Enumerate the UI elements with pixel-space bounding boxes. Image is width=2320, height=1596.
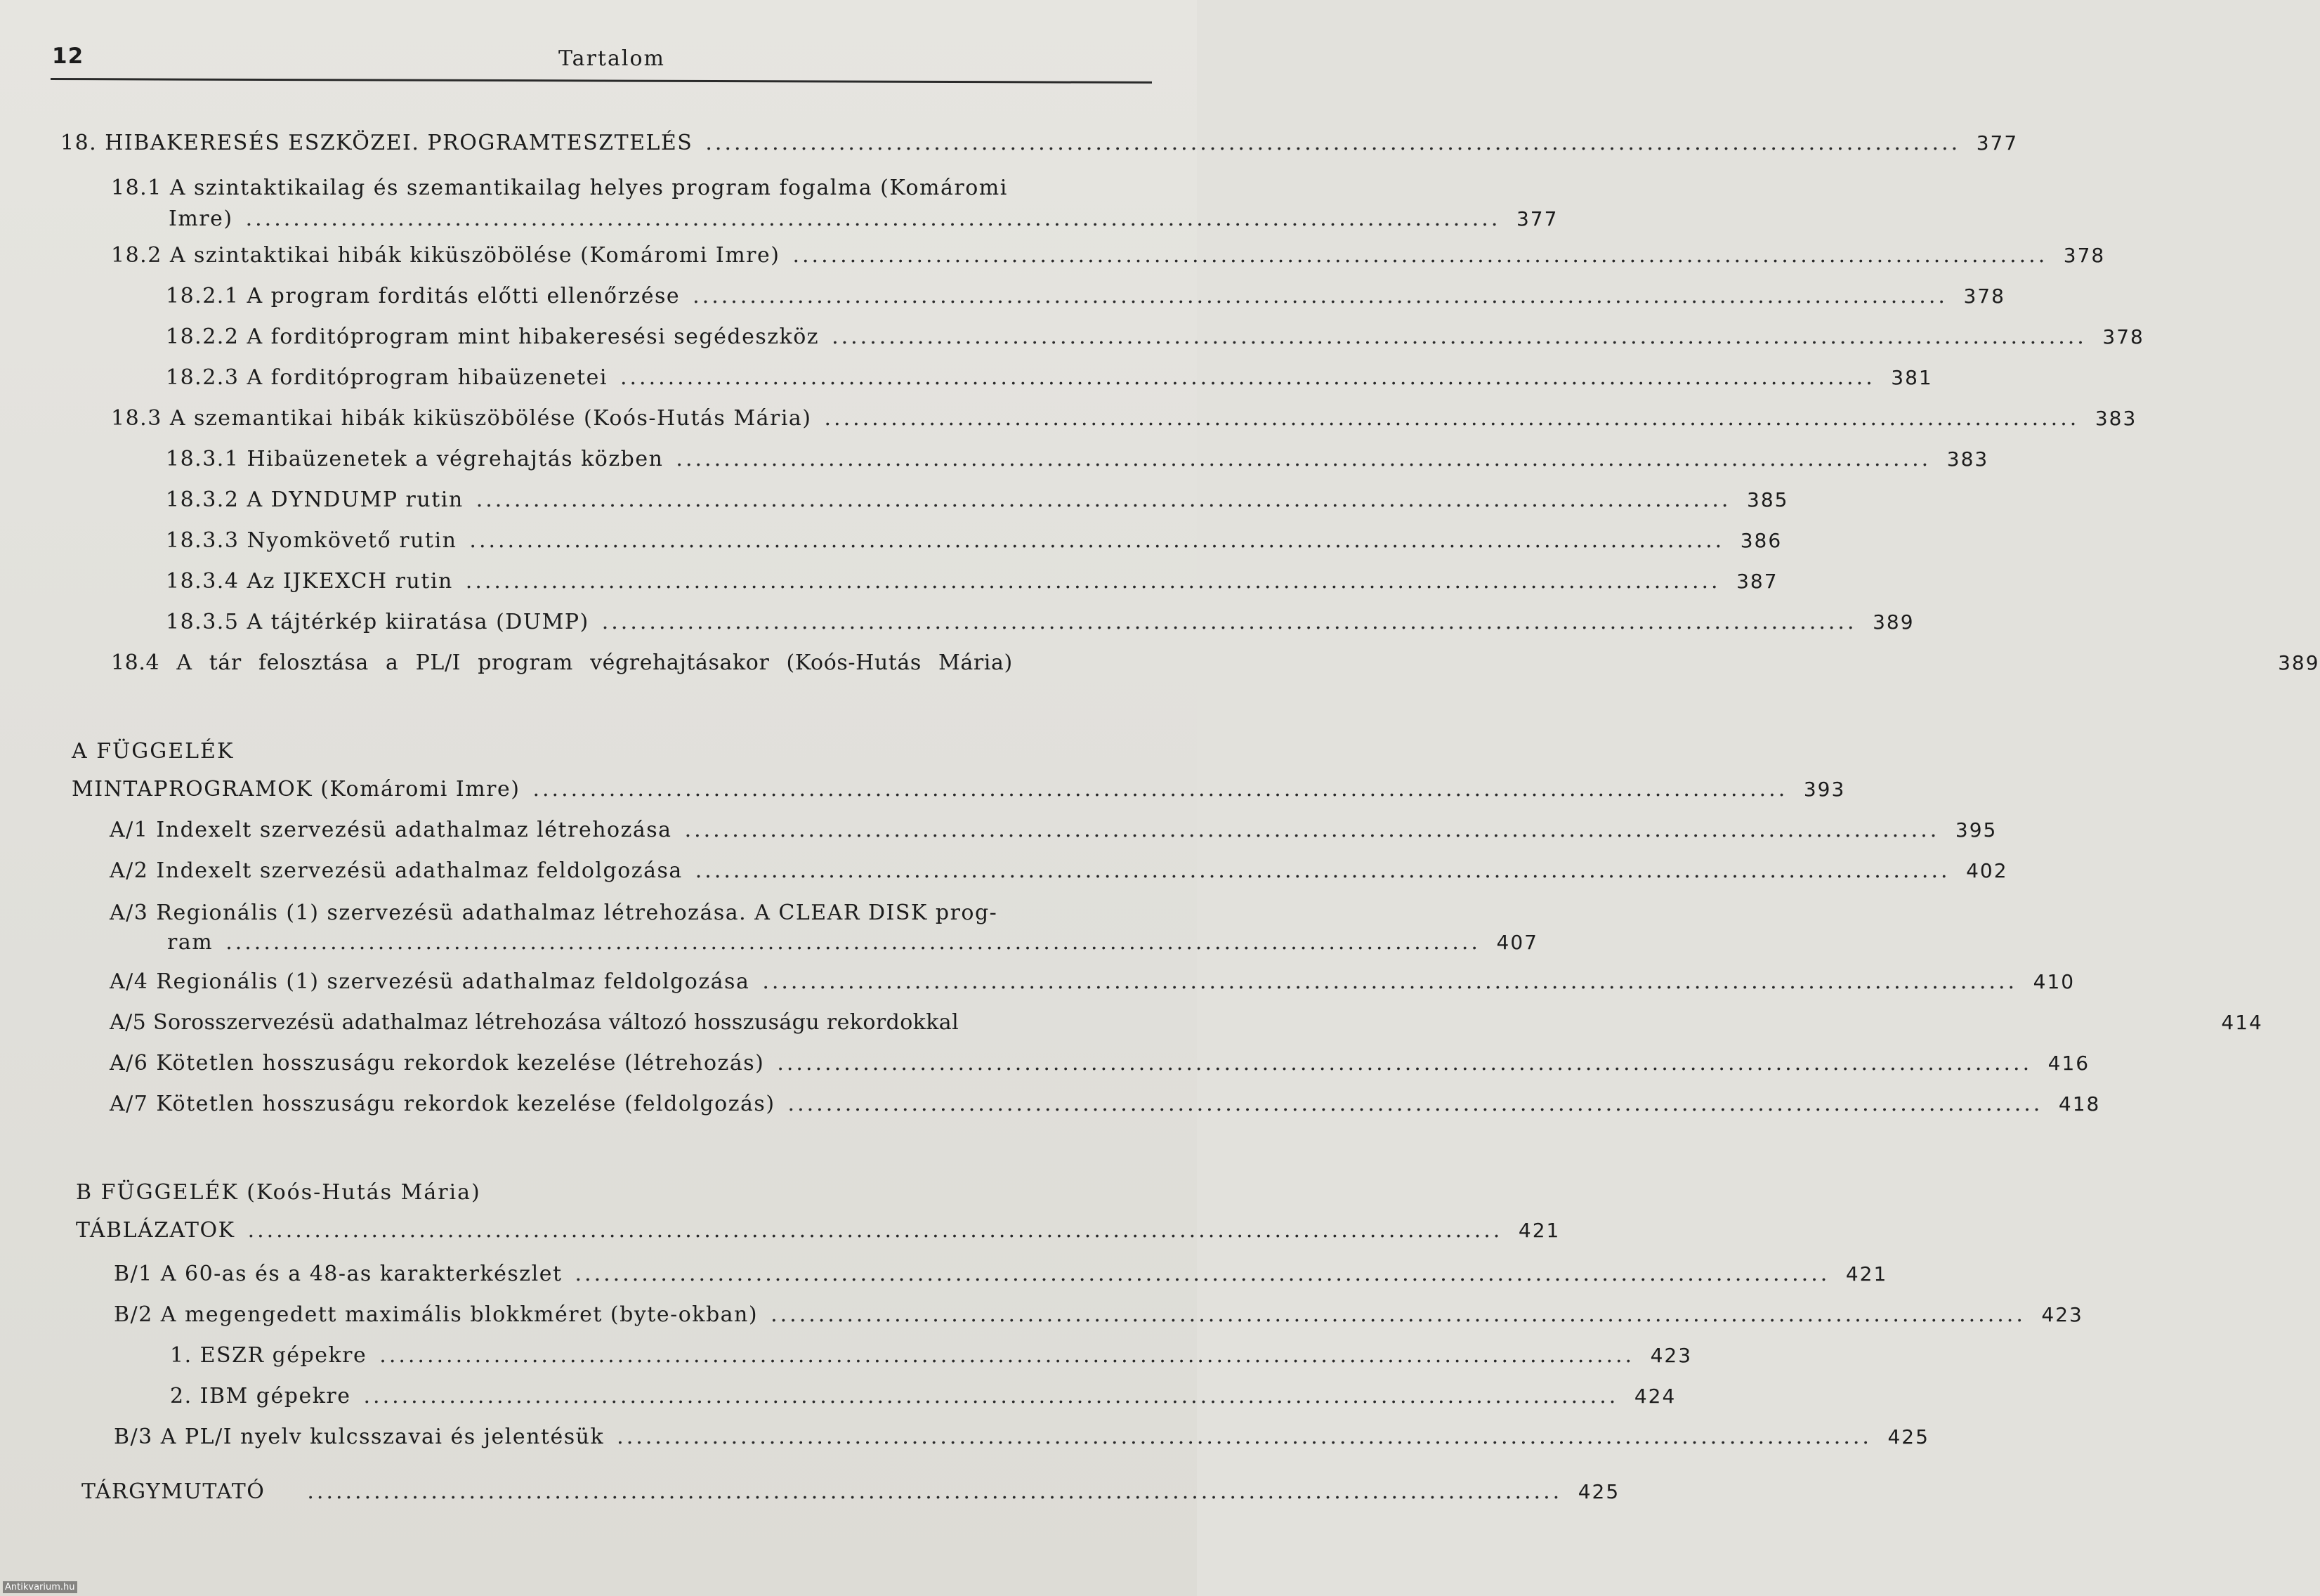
entry-page: 389 bbox=[2278, 651, 2320, 674]
toc-entry-a-4 bbox=[110, 969, 2076, 1000]
toc-entry-index bbox=[81, 1479, 1620, 1510]
toc-entry-18-2-3 bbox=[166, 365, 1933, 396]
leader-dots: .................................................................................................................................... bbox=[693, 284, 1948, 308]
toc-entry-18-3-2 bbox=[166, 488, 1789, 518]
entry-page: 378 bbox=[1963, 284, 2005, 308]
entry-page: 402 bbox=[1966, 859, 2008, 882]
leader-dots: .................................................................................................................................... bbox=[379, 1343, 1635, 1368]
entry-page: 395 bbox=[1955, 818, 1998, 842]
leader-dots: .................................................................................................................................... bbox=[832, 325, 2087, 349]
entry-page: 377 bbox=[1976, 131, 2019, 155]
appendix-a-heading: A FÜGGELÉK bbox=[72, 739, 235, 764]
leader-dots: .................................................................................................................................... bbox=[617, 1425, 1872, 1449]
leader-dots: .................................................................................................................................... bbox=[824, 406, 2080, 431]
entry-title: TÁRGYMUTATÓ bbox=[81, 1479, 266, 1504]
entry-page: 383 bbox=[2095, 407, 2137, 430]
toc-entry-18-3-4 bbox=[166, 569, 1778, 600]
entry-title: B/1 A 60-as és a 48-as karakterkészlet bbox=[114, 1262, 563, 1286]
toc-entry-appendix-a-title bbox=[72, 777, 1846, 808]
entry-page: 381 bbox=[1891, 366, 1933, 389]
entry-title: 1. ESZR gépekre bbox=[170, 1343, 367, 1368]
toc-entry-18-1 bbox=[169, 207, 1559, 237]
entry-title: A/1 Indexelt szervezésü adathalmaz létrehozása bbox=[110, 818, 672, 842]
leader-dots: .................................................................................................................................... bbox=[225, 930, 1481, 955]
leader-dots: .................................................................................................................................... bbox=[245, 207, 1501, 231]
leader-dots: .................................................................................................................................... bbox=[620, 365, 1875, 390]
running-head: Tartalom bbox=[558, 46, 665, 71]
entry-title: 18.3.5 A tájtérkép kiiratása (DUMP) bbox=[166, 610, 589, 634]
entry-page: 410 bbox=[2033, 970, 2076, 993]
entry-page: 421 bbox=[1518, 1219, 1561, 1242]
entry-title: 18.3.4 Az IJKEXCH rutin bbox=[166, 569, 453, 594]
entry-page: 414 bbox=[2221, 1011, 2263, 1034]
entry-page: 425 bbox=[1578, 1480, 1620, 1503]
toc-entry-18-3 bbox=[111, 406, 2137, 437]
leader-dots: .................................................................................................................................... bbox=[476, 488, 1731, 512]
toc-entry-b-2-2 bbox=[170, 1384, 1677, 1415]
toc-entry-18-2-1 bbox=[166, 284, 2005, 315]
entry-page: 425 bbox=[1887, 1425, 1929, 1448]
toc-entry-a-3-line1: A/3 Regionális (1) szervezésü adathalmaz létrehozása. A CLEAR DISK prog- bbox=[110, 901, 998, 925]
leader-dots: .................................................................................................................................... bbox=[705, 131, 1961, 155]
entry-title: 18.2.3 A forditóprogram hibaüzenetei bbox=[166, 365, 608, 390]
entry-title: 18. HIBAKERESÉS ESZKÖZEI. PROGRAMTESZTELÉS bbox=[60, 131, 693, 155]
entry-page: 421 bbox=[1845, 1262, 1888, 1286]
entry-page: 423 bbox=[2041, 1303, 2083, 1326]
entry-title: A/5 Sorosszervezésü adathalmaz létrehozása változó hosszuságu rekordokkal bbox=[110, 1010, 959, 1035]
entry-page: 386 bbox=[1740, 529, 1783, 552]
toc-entry-appendix-b-title bbox=[76, 1218, 1561, 1249]
entry-title: TÁBLÁZATOK bbox=[76, 1218, 235, 1243]
toc-entry-18-3-5 bbox=[166, 610, 1915, 641]
leader-dots: .................................................................................................................................... bbox=[575, 1262, 1830, 1286]
entry-title: A/4 Regionális (1) szervezésü adathalmaz feldolgozása bbox=[110, 969, 750, 994]
leader-dots: .................................................................................................................................... bbox=[676, 447, 1932, 471]
entry-title: 18.2.1 A program forditás előtti ellenőrzése bbox=[166, 284, 681, 308]
leader-dots: .................................................................................................................................... bbox=[469, 528, 1725, 553]
entry-title: MINTAPROGRAMOK (Komáromi Imre) bbox=[72, 777, 520, 802]
entry-page: 385 bbox=[1747, 488, 1789, 511]
entry-page: 416 bbox=[2047, 1052, 2090, 1075]
entry-page: 423 bbox=[1650, 1344, 1693, 1367]
toc-entry-b-3 bbox=[114, 1425, 1929, 1456]
toc-entry-b-1 bbox=[114, 1262, 1888, 1293]
toc-entry-a-7 bbox=[110, 1092, 2101, 1123]
leader-dots: .................................................................................................................................... bbox=[307, 1479, 1563, 1504]
toc-entry-b-2 bbox=[114, 1302, 2083, 1333]
toc-entry-18-4 bbox=[111, 650, 2320, 681]
entry-page: 389 bbox=[1873, 610, 1915, 634]
entry-page: 424 bbox=[1634, 1385, 1677, 1408]
toc-entry-18-2-2 bbox=[166, 325, 2144, 355]
entry-page: 407 bbox=[1496, 931, 1538, 954]
entry-page: 377 bbox=[1516, 207, 1559, 230]
leader-dots: .................................................................................................................................... bbox=[684, 818, 1940, 842]
entry-title: 18.3 A szemantikai hibák kiküszöbölése (Koós-Hutás Mária) bbox=[111, 406, 812, 431]
entry-title: A/6 Kötetlen hosszuságu rekordok kezelése (létrehozás) bbox=[110, 1051, 765, 1075]
entry-title: 2. IBM gépekre bbox=[170, 1384, 351, 1408]
leader-dots: .................................................................................................................................... bbox=[465, 569, 1721, 594]
entry-title: 18.3.2 A DYNDUMP rutin bbox=[166, 488, 464, 512]
leader-dots: .................................................................................................................................... bbox=[601, 610, 1857, 634]
entry-page: 387 bbox=[1736, 570, 1778, 593]
toc-entry-18-1-line1: 18.1 A szintaktikailag és szemantikailag helyes program fogalma (Komáromi bbox=[111, 176, 1008, 200]
entry-page: 378 bbox=[2063, 244, 2106, 267]
leader-dots: .................................................................................................................................... bbox=[532, 777, 1788, 802]
toc-entry-a-1 bbox=[110, 818, 1998, 849]
entry-title: B/2 A megengedett maximális blokkméret (byte-okban) bbox=[114, 1302, 759, 1327]
toc-entry-18-2 bbox=[111, 243, 2106, 274]
toc-entry-a-3 bbox=[167, 930, 1538, 961]
leader-dots: .................................................................................................................................... bbox=[363, 1384, 1619, 1408]
leader-dots: .................................................................................................................................... bbox=[762, 969, 2018, 994]
entry-title: 18.2.2 A forditóprogram mint hibakeresési segédeszköz bbox=[166, 325, 820, 349]
leader-dots: .................................................................................................................................... bbox=[247, 1218, 1503, 1243]
watermark-label: Antikvarium.hu bbox=[3, 1581, 77, 1593]
leader-dots: .................................................................................................................................... bbox=[787, 1092, 2043, 1116]
entry-title: A/7 Kötetlen hosszuságu rekordok kezelése (feldolgozás) bbox=[110, 1092, 775, 1116]
toc-entry-a-6 bbox=[110, 1051, 2090, 1082]
toc-entry-a-5 bbox=[110, 1010, 2263, 1041]
leader-dots: .................................................................................................................................... bbox=[792, 243, 2048, 268]
entry-title: 18.2 A szintaktikai hibák kiküszöbölése (Komáromi Imre) bbox=[111, 243, 780, 268]
leader-dots: .................................................................................................................................... bbox=[695, 858, 1951, 883]
toc-entry-18-3-3 bbox=[166, 528, 1783, 559]
entry-title: 18.3.3 Nyomkövető rutin bbox=[166, 528, 457, 553]
entry-title: B/3 A PL/I nyelv kulcsszavai és jelentésük bbox=[114, 1425, 605, 1449]
entry-page: 393 bbox=[1803, 778, 1846, 801]
toc-entry-a-2 bbox=[110, 858, 2008, 889]
leader-dots: .................................................................................................................................... bbox=[771, 1302, 2026, 1327]
toc-entry-chapter-18 bbox=[60, 131, 2019, 162]
appendix-b-heading: B FÜGGELÉK (Koós-Hutás Mária) bbox=[76, 1180, 481, 1205]
entry-page: 383 bbox=[1946, 447, 1989, 471]
entry-title: A/2 Indexelt szervezésü adathalmaz feldolgozása bbox=[110, 858, 683, 883]
entry-title: 18.4 A tár felosztása a PL/I program végrehajtásakor (Koós-Hutás Mária) bbox=[111, 650, 1013, 675]
entry-page: 418 bbox=[2058, 1092, 2101, 1116]
leader-dots: .................................................................................................................................... bbox=[777, 1051, 2033, 1075]
entry-title-continuation: ram bbox=[167, 930, 214, 955]
toc-entry-b-2-1 bbox=[170, 1343, 1693, 1374]
entry-page: 378 bbox=[2102, 325, 2144, 348]
entry-title: 18.3.1 Hibaüzenetek a végrehajtás közben bbox=[166, 447, 664, 471]
entry-title-continuation: Imre) bbox=[169, 207, 233, 231]
page-number: 12 bbox=[52, 44, 84, 69]
header-rule bbox=[51, 78, 1152, 84]
toc-entry-18-3-1 bbox=[166, 447, 1989, 478]
